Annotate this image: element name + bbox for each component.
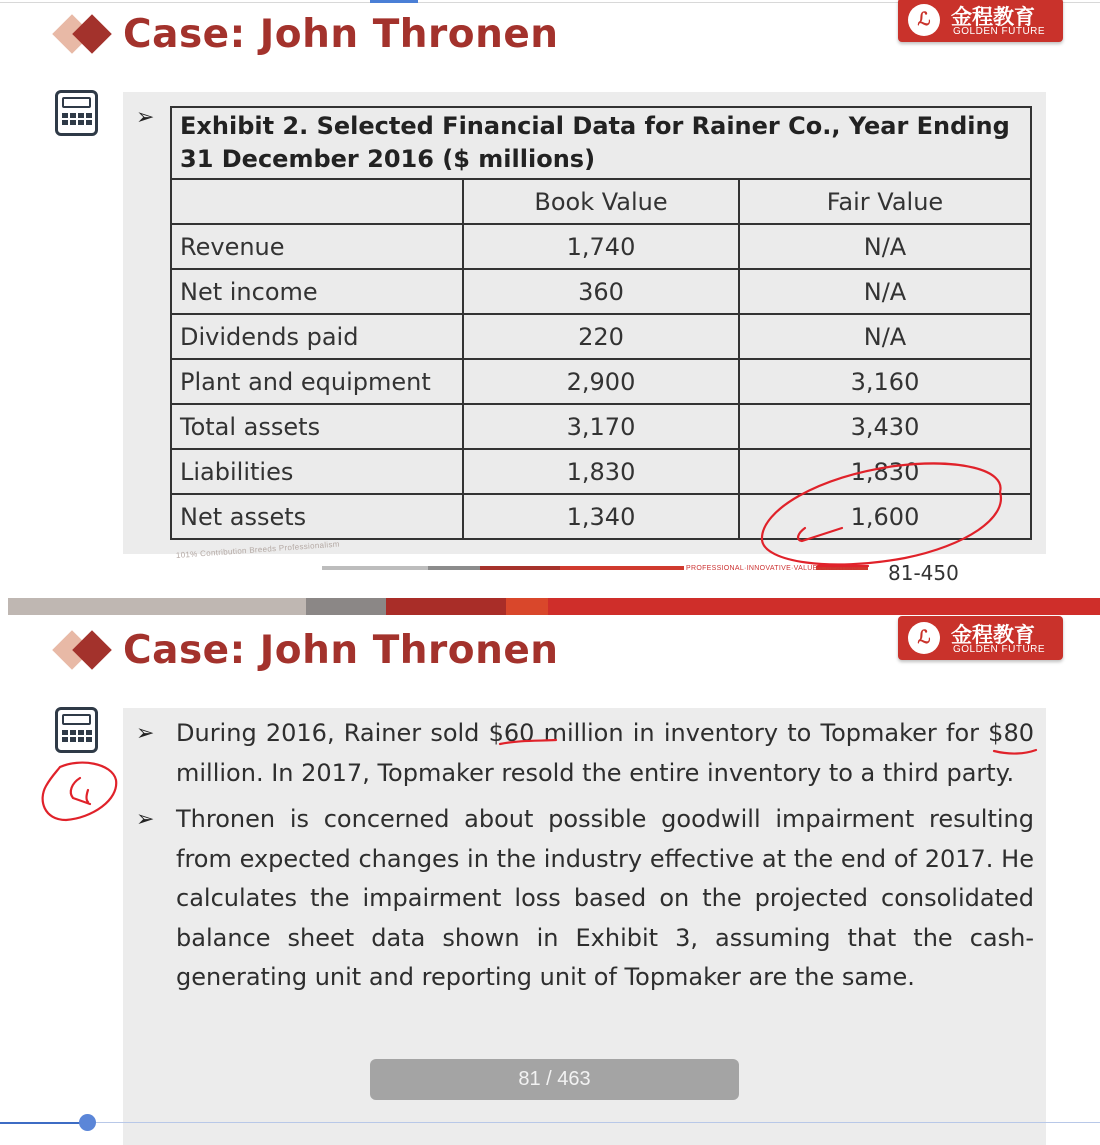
row-label: Dividends paid: [171, 314, 463, 359]
fair-value-cell: 3,430: [739, 404, 1031, 449]
slide-title: Case: John Thronen: [123, 628, 559, 673]
book-value-cell: 1,740: [463, 224, 739, 269]
header-band-orange: [506, 598, 548, 615]
header-fair-value: Fair Value: [739, 179, 1031, 224]
table-row: [171, 404, 1031, 449]
table-row: [171, 269, 1031, 314]
book-value-cell: 1,830: [463, 449, 739, 494]
slide-title: Case: John Thronen: [123, 12, 559, 57]
fair-value-cell: 3,160: [739, 359, 1031, 404]
title-diamond-icon: [52, 630, 122, 670]
logo-chinese-name: 金程教育: [951, 623, 1035, 647]
row-label: Total assets: [171, 404, 463, 449]
exhibit-header-row: [171, 179, 1031, 224]
header-band-taupe: [8, 598, 306, 615]
table-row: [171, 359, 1031, 404]
fair-value-cell: 1,830: [739, 449, 1031, 494]
book-value-cell: 3,170: [463, 404, 739, 449]
reading-progress-track[interactable]: [0, 1122, 1100, 1123]
fair-value-cell: N/A: [739, 224, 1031, 269]
footer-bar-red: [560, 566, 684, 570]
row-label: Net assets: [171, 494, 463, 539]
calculator-icon: [55, 707, 98, 753]
logo-english-name: GOLDEN FUTURE: [953, 26, 1046, 37]
book-value-cell: 360: [463, 269, 739, 314]
golden-future-logo: [898, 616, 1063, 660]
book-value-cell: 2,900: [463, 359, 739, 404]
table-row: [171, 494, 1031, 539]
page-counter: 81 / 463: [370, 1059, 739, 1100]
table-row: [171, 314, 1031, 359]
fair-value-cell: N/A: [739, 269, 1031, 314]
golden-future-logo: [898, 0, 1063, 42]
logo-english-name: GOLDEN FUTURE: [953, 644, 1046, 655]
book-value-cell: 1,340: [463, 494, 739, 539]
handwritten-page-ref: 81-450: [888, 561, 959, 585]
exhibit-caption-row: [171, 107, 1031, 179]
calculator-icon: [55, 90, 98, 136]
row-label: Net income: [171, 269, 463, 314]
header-band-maroon: [386, 598, 506, 615]
exhibit-table: [170, 106, 1032, 540]
footer-motto: PROFESSIONAL·INNOVATIVE·VALUE·CREATING: [686, 565, 859, 572]
footer-slogan: 101% Contribution Breeds Professionalism: [175, 539, 340, 560]
fair-value-cell: 1,600: [739, 494, 1031, 539]
header-band-red: [548, 598, 1100, 615]
logo-seal-icon: ℒ: [908, 4, 940, 36]
exhibit-caption: Exhibit 2. Selected Financial Data for Rainer Co., Year Ending 31 December 2016 ($ millions): [171, 107, 1031, 179]
header-blank: [171, 179, 463, 224]
footer-bar-grey: [322, 566, 428, 570]
title-diamond-icon: [52, 14, 122, 54]
top-scroll-indicator: [370, 0, 418, 3]
bullet-arrow-icon: ➢: [136, 720, 155, 745]
footer-bar-maroon: [480, 566, 560, 570]
header-book-value: Book Value: [463, 179, 739, 224]
fair-value-cell: N/A: [739, 314, 1031, 359]
reading-progress-fill: [0, 1122, 87, 1124]
row-label: Revenue: [171, 224, 463, 269]
reading-progress-thumb[interactable]: [79, 1114, 96, 1131]
logo-chinese-name: 金程教育: [951, 5, 1035, 29]
table-row: [171, 449, 1031, 494]
table-row: [171, 224, 1031, 269]
footer-bar-dark: [428, 566, 480, 570]
book-value-cell: 220: [463, 314, 739, 359]
row-label: Plant and equipment: [171, 359, 463, 404]
logo-seal-icon: ℒ: [908, 622, 940, 654]
bullet-arrow-icon: ➢: [136, 104, 155, 129]
slide-2: [0, 598, 1100, 1145]
bullet-arrow-icon: ➢: [136, 806, 155, 831]
bullet-text-1: During 2016, Rainer sold $60 million in inventory to Topmaker for $80 million. In 2017, Topmaker resold the entire inventory to a third party.: [176, 719, 1034, 787]
header-band-grey: [306, 598, 386, 615]
bullet-text-2: Thronen is concerned about possible goodwill impairment resulting from expected changes in the industry effective at the end of 2017. He calculates the impairment loss based on the projected consolidated balance sheet data shown in Exhibit 3, assuming that the cash-generating unit and reporting unit of Topmaker are the same.: [176, 805, 1034, 991]
row-label: Liabilities: [171, 449, 463, 494]
